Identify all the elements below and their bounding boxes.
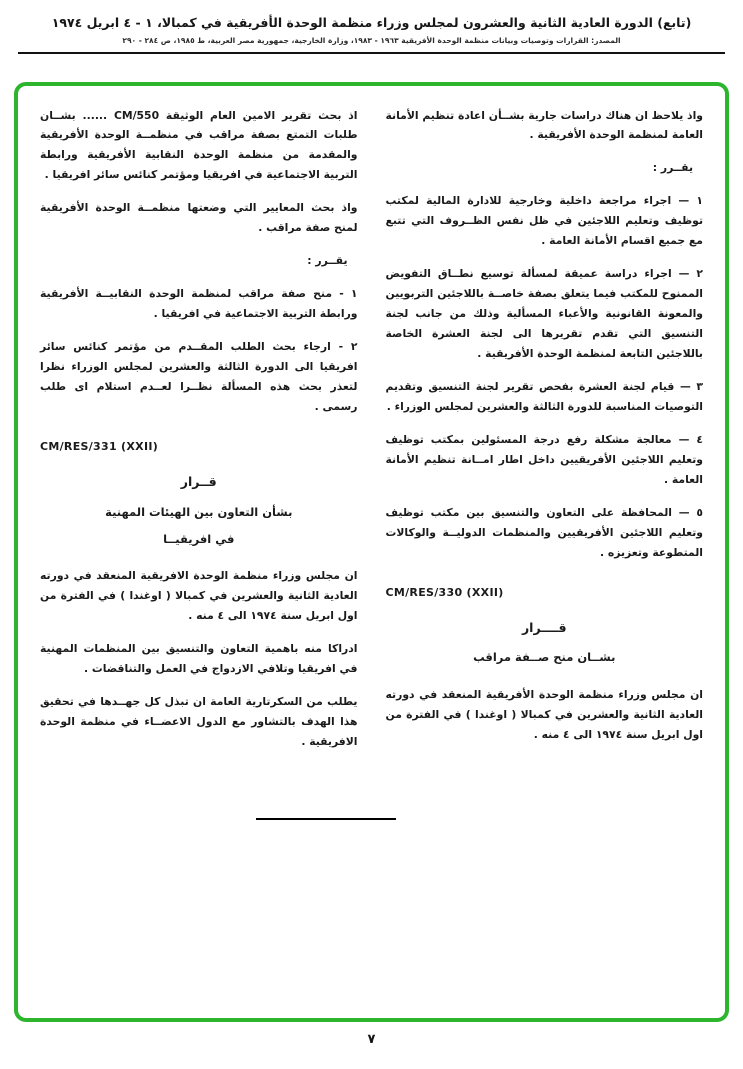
resolution-preamble: ان مجلس وزراء منظمة الوحدة الافريقية المنعقد في دورته العادية الثانية والعشرين في كمبالا ( اوغندا ) في الفترة من اول ابريل سنة ١٩٧٤ الى ٤ منه .: [40, 569, 358, 623]
resolution-item-4: ٤ — معالجة مشكلة رفع درجة المسئولين بمكتب توظيف وتعليم اللاجئين الأفريقيين داخل اطار امــانة تنظيم الأمانة العامة .: [385, 433, 703, 487]
page-number: ٧: [367, 1031, 376, 1047]
resolution-item-1: ١ - منح صفة مراقب لمنظمة الوحدة النقابيــة الأفريقية ورابطة التربية الاجتماعية في افريقيا .: [40, 287, 358, 321]
paragraph-requests: يطلب من السكرتارية العامة ان تبذل كل جهــدها في تحقيق هذا الهدف بالتشاور مع الدول الاعضــاء في منظمة الوحدة الافريقية .: [40, 694, 358, 748]
resolution-item-2: ٢ - ارجاء بحث الطلب المقــدم من مؤتمر كنائس سائر افريقيا الى الدورة الثالثة والعشرين لمجلس الوزراء نظرا لتعذر بحث هذه المسألة نظــرا لعــدم استلام اى طلب رسمى .: [40, 340, 358, 414]
two-column-layout: [40, 106, 703, 765]
header-divider: [18, 52, 725, 54]
resolution-subtitle-line-1: بشأن التعاون بين الهيئات المهنية: [105, 504, 293, 519]
resolution-item-5: ٥ — المحافظة على التعاون والتنسيق بين مكتب توظيف وتعليم اللاجئين الأفريقيين والمنظمات الدوليــة والوكالات المتطوعة وتعزيزه .: [385, 506, 703, 559]
resolution-item-3: ٣ — قيام لجنة العشرة بفحص تقرير لجنة التنسيق وتقديم التوصيات المناسبة للدورة الثالثة والعشرين لمجلس الوزراء .: [385, 380, 703, 414]
paragraph-noting: واذ يلاحظ ان هناك دراسات جارية بشــأن اعادة تنظيم الأمانة العامة لمنظمة الوحدة الأفريقية .: [385, 108, 703, 142]
resolution-item-1: ١ — اجراء مراجعة داخلية وخارجية للادارة المالية لمكتب توظيف وتعليم اللاجئين في ظل نفس الظــروف التي تتبع مع جميع اقسام الأمانة العامة .: [385, 194, 703, 248]
resolution-subtitle: بشــان منح صــفة مراقب: [473, 650, 616, 665]
resolution-title: قــــرار: [521, 620, 567, 636]
paragraph-recognizing: ادراكا منه باهمية التعاون والتنسيق بين المنظمات المهنية في افريقيا وتلافي الازدواج في العمل والتناقضات .: [40, 642, 358, 675]
resolution-item-2: ٢ — اجراء دراسة عميقة لمسألة توسيع نطــاق التفويض الممنوح للمكتب فيما يتعلق بصفة خاصــة باللاجئين التربويين والمعونة القانونية والأعباء المسألية وذلك من جانب لجنة التنسيق التي تقدم تقريرها الى لجنة العشرة الخاصة باللاجئين التابعة لمنظمة الوحدة الأفريقية .: [385, 267, 703, 361]
decides-label: يقــرر :: [307, 254, 348, 268]
green-border-content-box: [14, 82, 729, 1022]
resolution-code-330: CM/RES/330 (XXII): [385, 585, 504, 599]
resolution-code-331: CM/RES/331 (XXII): [40, 440, 159, 454]
left-column: [40, 106, 358, 765]
header-source-line: المصدر: القرارات وتوصيات وبيانات منظمة الوحدة الأفريقية ١٩٦٣ - ١٩٨٣، وزارة الخارجية، جمهورية مصر العربية، ط ١٩٨٥، ص ٢٨٤ - ٢٩٠: [122, 35, 621, 45]
header-title: (تابع) الدورة العادية الثانية والعشرون لمجلس وزراء منظمة الوحدة الأفريقية في كمبالا، ١ - ٤ ابريل ١٩٧٤: [51, 15, 692, 30]
resolution-preamble: ان مجلس وزراء منظمة الوحدة الأفريقية المنعقد في دورته العادية الثانية والعشرين في كمبالا ( اوغندا ) في الفترة من اول ابريل سنة ١٩٧٤ الى ٤ منه .: [385, 687, 703, 741]
page-header: [0, 0, 743, 54]
paragraph-criteria: واذ بحث المعايير التي وضعتها منظمــة الوحدة الأفريقية لمنح صفة مراقب .: [40, 201, 358, 235]
paragraph-having-examined: اذ بحث تقرير الامين العام الوثيقة CM/550 ...... بشــان طلبات التمتع بصفة مراقب في منظمــة الوحدة الأفريقية والمقدمة من منظمة الوحدة النقابية الأفريقية ورابطة التربية الاجتماعية في افريقيا ومؤتمر كنائس سائر افريقيا .: [40, 108, 358, 182]
resolution-subtitle-line-2: في افريقيــا: [163, 531, 235, 546]
section-divider-line: [256, 818, 396, 820]
right-column: [386, 106, 704, 765]
decides-label: يقــرر :: [652, 161, 693, 175]
resolution-title: قــرار: [180, 474, 217, 490]
